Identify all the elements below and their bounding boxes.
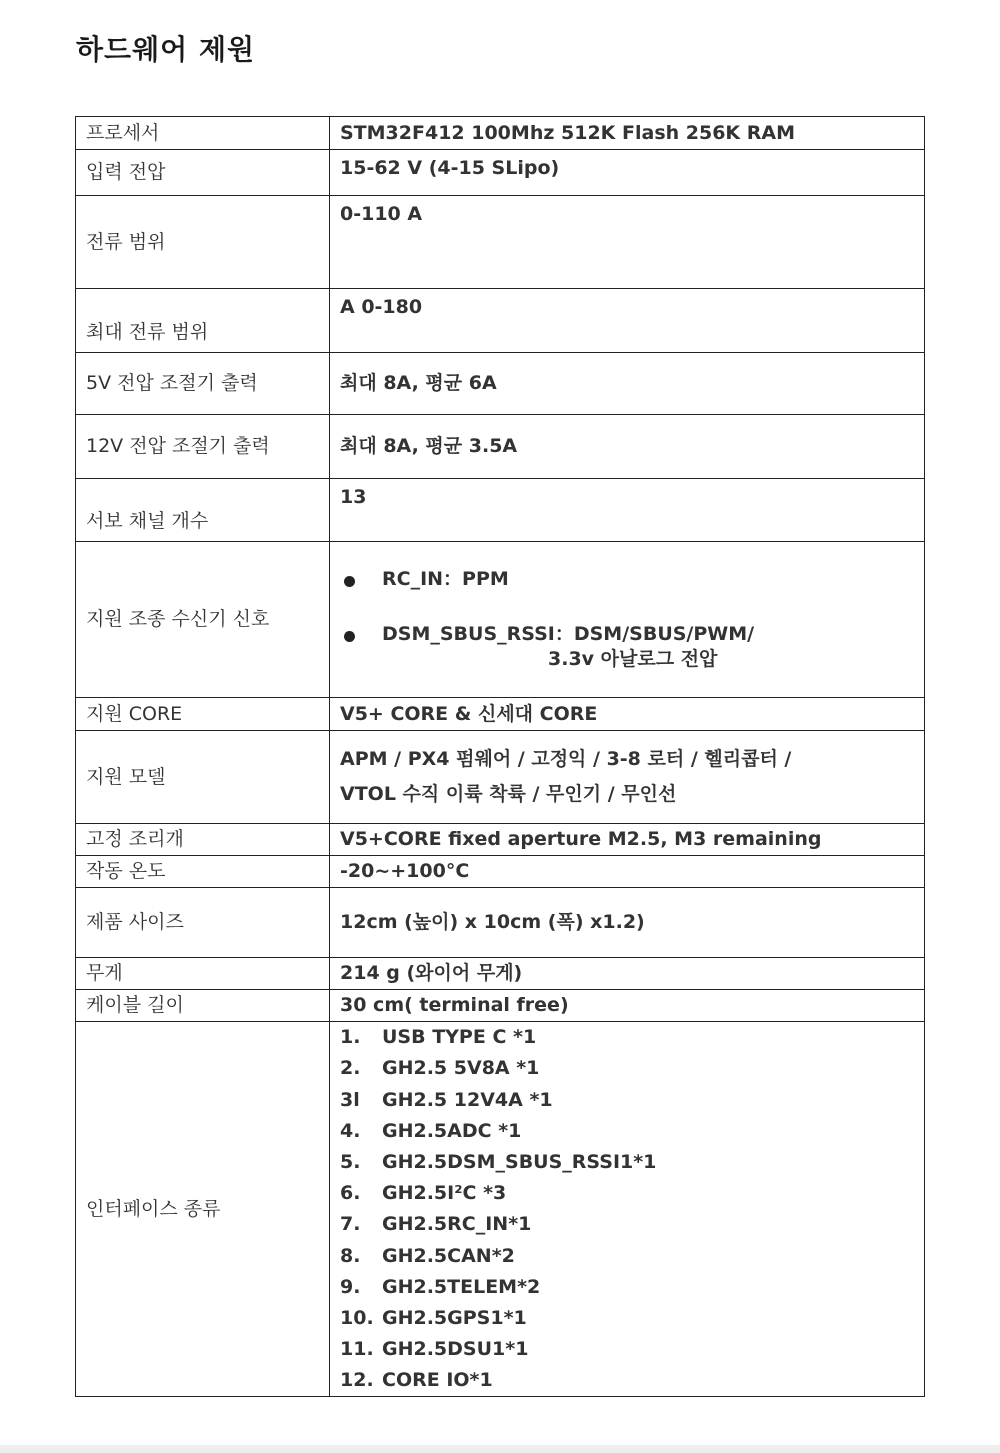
row-label: 제품 사이즈 — [76, 888, 330, 958]
item-number: 10. — [340, 1306, 374, 1329]
row-value: 최대 8A, 평균 3.5A — [330, 415, 925, 479]
table-row — [76, 856, 925, 888]
item-number: 12. — [340, 1369, 374, 1392]
list-item — [340, 1084, 914, 1115]
list-item — [340, 1209, 914, 1240]
list-item — [340, 1240, 914, 1271]
table-row — [76, 542, 925, 698]
item-number: 11. — [340, 1338, 374, 1361]
table-row — [76, 990, 925, 1022]
interface-list — [340, 1022, 914, 1396]
table-row — [76, 888, 925, 958]
row-value: 214 g (와이어 무게) — [330, 958, 925, 990]
row-value: V5+ CORE & 신세대 CORE — [330, 698, 925, 731]
list-item — [340, 1116, 914, 1147]
item-number: 5. — [340, 1150, 361, 1173]
row-label: 케이블 길이 — [76, 990, 330, 1022]
row-value — [330, 731, 925, 824]
list-item — [340, 1334, 914, 1365]
item-text: GH2.5I²C *3 — [382, 1182, 507, 1205]
item-number: 4. — [340, 1119, 361, 1142]
row-label: 12V 전압 조절기 출력 — [76, 415, 330, 479]
list-item — [340, 1022, 914, 1053]
item-number: 7. — [340, 1213, 361, 1236]
item-text: GH2.5 12V4A *1 — [382, 1088, 553, 1111]
model-line: APM / PX4 펌웨어 / 고정익 / 3-8 로터 / 헬리콥터 / — [340, 748, 792, 771]
row-value: 최대 8A, 평균 6A — [330, 353, 925, 415]
item-text: GH2.5RC_IN*1 — [382, 1213, 532, 1236]
row-label: 전류 범위 — [76, 196, 330, 289]
item-text: GH2.5GPS1*1 — [382, 1306, 527, 1329]
bullet-list — [340, 568, 914, 646]
list-item: RC_IN：PPM — [340, 568, 914, 591]
row-value: A 0-180 — [330, 289, 925, 353]
row-label: 고정 조리개 — [76, 824, 330, 856]
row-value: 12cm (높이) x 10cm (폭) x1.2) — [330, 888, 925, 958]
row-label: 지원 조종 수신기 신호 — [76, 542, 330, 698]
item-number: 8. — [340, 1244, 361, 1267]
row-label: 작동 온도 — [76, 856, 330, 888]
item-text: GH2.5DSM_SBUS_RSSI1*1 — [382, 1150, 657, 1173]
table-row — [76, 353, 925, 415]
item-text: GH2.5TELEM*2 — [382, 1275, 541, 1298]
list-item — [340, 1303, 914, 1334]
row-label: 최대 전류 범위 — [76, 289, 330, 353]
row-label: 5V 전압 조절기 출력 — [76, 353, 330, 415]
row-label: 프로세서 — [76, 117, 330, 150]
item-text: GH2.5ADC *1 — [382, 1119, 522, 1142]
list-item — [340, 1365, 914, 1396]
row-value: STM32F412 100Mhz 512K Flash 256K RAM — [330, 117, 925, 150]
table-row — [76, 479, 925, 542]
list-item — [340, 1053, 914, 1084]
table-row — [76, 415, 925, 479]
item-number: 3l — [340, 1088, 360, 1111]
item-number: 1. — [340, 1026, 361, 1049]
row-label: 인터페이스 종류 — [76, 1022, 330, 1397]
item-text: CORE IO*1 — [382, 1369, 493, 1392]
spec-table — [75, 116, 925, 1397]
table-row — [76, 289, 925, 353]
table-row — [76, 958, 925, 990]
item-text: GH2.5 5V8A *1 — [382, 1057, 540, 1080]
table-row — [76, 196, 925, 289]
row-label: 무게 — [76, 958, 330, 990]
table-row — [76, 824, 925, 856]
row-value: 13 — [330, 479, 925, 542]
item-text: GH2.5DSU1*1 — [382, 1338, 529, 1361]
list-item — [340, 1178, 914, 1209]
row-value: V5+CORE fixed aperture M2.5, M3 remaining — [330, 824, 925, 856]
page-title: 하드웨어 제원 — [76, 33, 256, 66]
row-value: 30 cm( terminal free) — [330, 990, 925, 1022]
row-value — [330, 542, 925, 698]
row-value: 0-110 A — [330, 196, 925, 289]
table-row — [76, 150, 925, 196]
item-text: USB TYPE C *1 — [382, 1026, 537, 1049]
table-row — [76, 698, 925, 731]
item-number: 6. — [340, 1182, 361, 1205]
item-text: GH2.5CAN*2 — [382, 1244, 515, 1267]
row-label: 서보 채널 개수 — [76, 479, 330, 542]
list-item: DSM_SBUS_RSSI：DSM/SBUS/PWM/ — [340, 623, 914, 646]
row-label: 지원 CORE — [76, 698, 330, 731]
table-row — [76, 117, 925, 150]
model-line: VTOL 수직 이륙 착륙 / 무인기 / 무인선 — [340, 783, 677, 805]
row-label: 지원 모델 — [76, 731, 330, 824]
item-number: 9. — [340, 1275, 361, 1298]
row-label: 입력 전압 — [76, 150, 330, 196]
list-item — [340, 1272, 914, 1303]
item-number: 2. — [340, 1057, 361, 1080]
table-row — [76, 1022, 925, 1397]
table-row — [76, 731, 925, 824]
page-bottom-divider — [0, 1445, 1000, 1453]
row-value: -20~+100°C — [330, 856, 925, 888]
list-item — [340, 1147, 914, 1178]
bullet-continuation: 3.3v 아날로그 전압 — [548, 648, 718, 671]
row-value: 15-62 V (4-15 SLipo) — [330, 150, 925, 196]
row-value — [330, 1022, 925, 1397]
